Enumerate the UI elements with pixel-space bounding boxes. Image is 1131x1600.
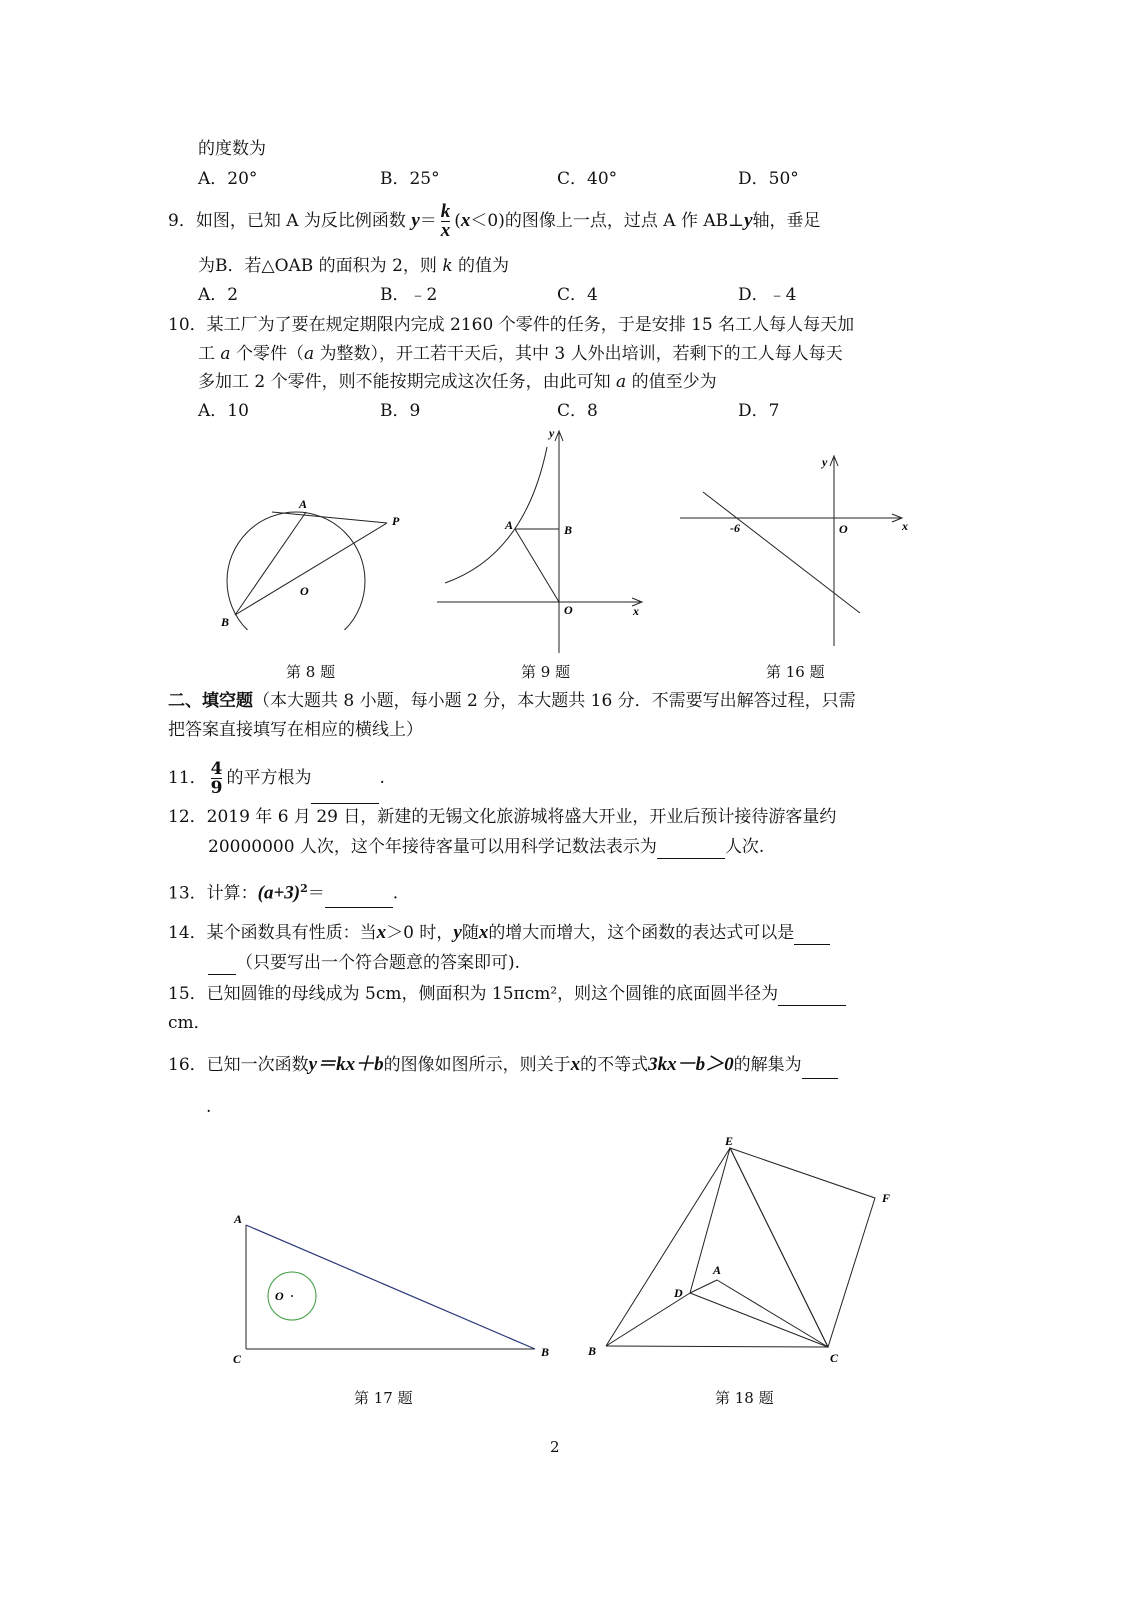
fig18-line-dc bbox=[690, 1293, 828, 1347]
fig8-label-b: B bbox=[221, 615, 230, 629]
q9-option-b: B．﹣2 bbox=[380, 285, 438, 305]
q10-line1: 10．某工厂为了要在规定期限内完成 2160 个零件的任务，于是安排 15 名工人每人每天加 bbox=[168, 315, 855, 335]
fig9-hyperbola bbox=[445, 447, 547, 583]
q14-x1: x bbox=[376, 922, 387, 943]
fig18-label-c: C bbox=[830, 1351, 839, 1365]
q8-option-c: C．40° bbox=[557, 169, 618, 189]
q9-eq: ＝ bbox=[419, 211, 437, 231]
q8-option-b: B．25° bbox=[380, 169, 440, 189]
q11-number: 11． bbox=[168, 768, 207, 788]
q15-line2: cm． bbox=[168, 1013, 211, 1033]
fig17-label-b: B bbox=[541, 1345, 550, 1359]
q16-mid: 的图像如图所示，则关于 bbox=[383, 1055, 571, 1075]
fig8-label-o: O bbox=[300, 584, 309, 598]
q9-cond-x: x bbox=[460, 210, 471, 231]
fig18-label-d: D bbox=[674, 1286, 683, 1300]
fig18-label-a: A bbox=[713, 1263, 722, 1277]
fig17-side-ab bbox=[246, 1225, 535, 1349]
fig18-line-bc bbox=[606, 1346, 828, 1347]
fig9-label-b: B bbox=[564, 523, 573, 537]
q16-mid2: 的不等式 bbox=[580, 1055, 649, 1075]
q16-x: x bbox=[570, 1054, 581, 1075]
section2-line1 bbox=[168, 690, 856, 712]
q9-k: k bbox=[442, 256, 453, 276]
fig18-caption: 第 18 题 bbox=[715, 1389, 774, 1407]
fig18-line-eb bbox=[606, 1148, 730, 1346]
q9-pre: 如图，已知 A 为反比例函数 bbox=[195, 211, 406, 231]
q9-post: 轴，垂足 bbox=[752, 211, 821, 231]
q9-number: 9． bbox=[168, 211, 196, 231]
fig9-caption: 第 9 题 bbox=[521, 663, 571, 681]
q10-line2-pre: 工 bbox=[198, 344, 215, 364]
q12-line1: 12．2019 年 6 月 29 日，新建的无锡文化旅游城将盛大开业，开业后预计接待游客量约 bbox=[168, 807, 837, 827]
q9-option-c: C．4 bbox=[557, 285, 598, 305]
q16-pre: 16．已知一次函数 bbox=[168, 1055, 309, 1075]
fig17-label-a: A bbox=[234, 1212, 243, 1226]
q11 bbox=[168, 753, 385, 804]
q10-a1: a bbox=[220, 344, 231, 364]
q16-line1 bbox=[168, 1052, 838, 1079]
fig9-line-ao bbox=[515, 529, 559, 602]
q11-answer-blank[interactable] bbox=[311, 753, 379, 804]
figure-16 bbox=[678, 450, 918, 650]
q15-line1 bbox=[168, 983, 846, 1006]
q9-cond-open: ( bbox=[454, 211, 461, 231]
fig18-line-ed bbox=[690, 1148, 730, 1293]
fig16-line bbox=[703, 492, 860, 613]
q10-line2 bbox=[198, 343, 843, 365]
q14-x2: x bbox=[478, 922, 489, 943]
q9-y: y bbox=[411, 210, 420, 231]
q14-line2-text: （只要写出一个符合题意的答案即可). bbox=[236, 953, 521, 973]
fig16-label-x: x bbox=[902, 519, 908, 533]
fig18-line-bd bbox=[606, 1293, 690, 1346]
q8-option-d: D．50° bbox=[738, 169, 799, 189]
q10-line3-post: 的值至少为 bbox=[631, 372, 717, 392]
q11-frac-den: 9 bbox=[210, 778, 223, 798]
q14-y: y bbox=[453, 922, 462, 943]
figure-18 bbox=[580, 1130, 910, 1375]
q9-fraction bbox=[441, 203, 451, 240]
q15-line1-text: 15．已知圆锥的母线成为 5cm，侧面积为 15πcm²，则这个圆锥的底面圆半径为 bbox=[168, 984, 779, 1004]
q13-eq: ＝ bbox=[307, 883, 325, 904]
figure-9 bbox=[435, 425, 650, 655]
q8-option-a: A．20° bbox=[198, 169, 258, 189]
fig8-label-p: P bbox=[392, 514, 400, 528]
q12-line2 bbox=[208, 836, 764, 859]
fig17-center-dot bbox=[291, 1295, 293, 1297]
q9-option-a: A．2 bbox=[198, 285, 239, 305]
q13-pre: 13．计算： bbox=[168, 883, 258, 904]
q14-mid2: 随 bbox=[461, 923, 479, 943]
fig9-label-y: y bbox=[549, 426, 555, 440]
q10-line3-pre: 多加工 2 个零件，则不能按期完成这次任务，由此可知 bbox=[198, 372, 611, 392]
fig18-label-b: B bbox=[588, 1344, 597, 1358]
q9-frac-num: k bbox=[440, 201, 451, 222]
fig8-tangent-ap bbox=[272, 512, 387, 523]
q9-option-d: D．﹣4 bbox=[738, 285, 797, 305]
q10-option-c: C．8 bbox=[557, 401, 598, 421]
fig8-label-a: A bbox=[299, 497, 308, 511]
fig17-caption: 第 17 题 bbox=[354, 1389, 413, 1407]
q12-line2-post: 人次. bbox=[724, 837, 765, 857]
q12-answer-blank[interactable] bbox=[657, 836, 725, 859]
fig18-label-f: F bbox=[882, 1191, 891, 1205]
fig9-label-a: A bbox=[505, 518, 514, 532]
fig9-label-x: x bbox=[633, 604, 639, 618]
q16-ineq: 3kx－b＞0 bbox=[648, 1054, 734, 1075]
q13-expr: (a+3) bbox=[257, 882, 301, 904]
fig16-label-neg6: -6 bbox=[730, 521, 740, 535]
q13-end: . bbox=[392, 883, 399, 904]
q8-tail: 的度数为 bbox=[198, 139, 266, 159]
q14-mid1: ＞0 时， bbox=[386, 923, 454, 943]
q10-a2: a bbox=[303, 344, 315, 364]
page-number: 2 bbox=[550, 1438, 560, 1456]
q13 bbox=[168, 876, 398, 908]
fig9-label-o: O bbox=[564, 603, 573, 617]
q12-line2-pre: 20000000 人次，这个年接待客量可以用科学记数法表示为 bbox=[208, 837, 657, 857]
q11-frac-num: 4 bbox=[210, 759, 223, 779]
fig18-line-da bbox=[690, 1280, 717, 1293]
fig8-caption: 第 8 题 bbox=[286, 663, 336, 681]
q10-option-b: B．9 bbox=[380, 401, 421, 421]
q9-cond-rest: ＜0)的图像上一点，过点 A 作 AB⊥ bbox=[470, 211, 745, 231]
fig16-label-y: y bbox=[822, 455, 828, 469]
section2-title: 二、填空题 bbox=[168, 691, 253, 711]
q9-line2-post: 的值为 bbox=[458, 256, 510, 276]
q13-sup: 2 bbox=[300, 882, 308, 895]
q10-option-d: D．7 bbox=[738, 401, 780, 421]
q10-line3 bbox=[198, 371, 717, 393]
q14-answer-blank-1[interactable] bbox=[794, 922, 830, 945]
figure-8 bbox=[215, 490, 410, 630]
q9-line2-pre: 为B．若△OAB 的面积为 2，则 bbox=[198, 256, 437, 276]
q16-answer-blank[interactable] bbox=[802, 1052, 838, 1079]
q14-pre: 14．某个函数具有性质：当 bbox=[168, 923, 377, 943]
fig17-label-c: C bbox=[233, 1352, 242, 1366]
q14-post: 的增大而增大，这个函数的表达式可以是 bbox=[488, 923, 795, 943]
q16-post: 的解集为 bbox=[733, 1055, 802, 1075]
fig17-label-o: O bbox=[275, 1289, 284, 1303]
q15-answer-blank[interactable] bbox=[778, 983, 846, 1006]
section2-desc1: （本大题共 8 小题，每小题 2 分，本大题共 16 分．不需要写出解答过程，只需 bbox=[253, 691, 856, 711]
q10-option-a: A．10 bbox=[198, 401, 249, 421]
fig16-label-o: O bbox=[839, 522, 848, 536]
q16-line2: . bbox=[206, 1097, 212, 1117]
fig8-line-ab bbox=[235, 512, 306, 615]
fig18-label-e: E bbox=[725, 1134, 734, 1148]
q10-line2-post: 为整数），开工若干天后，其中 3 人外出培训，若剩下的工人每人每天 bbox=[319, 344, 843, 364]
q9-frac-den: x bbox=[440, 220, 451, 241]
fig16-caption: 第 16 题 bbox=[766, 663, 825, 681]
fig8-circle bbox=[227, 512, 365, 630]
q11-text: 的平方根为 bbox=[226, 768, 312, 788]
q14-line2 bbox=[208, 952, 520, 975]
q10-line2-mid: 个零件（ bbox=[235, 344, 304, 364]
q14-answer-blank-2[interactable] bbox=[208, 952, 236, 975]
q11-fraction bbox=[211, 760, 223, 797]
q9-line2 bbox=[198, 255, 509, 277]
q10-a3: a bbox=[616, 372, 627, 392]
q16-func: y＝kx＋b bbox=[308, 1054, 384, 1075]
q11-end: . bbox=[379, 768, 385, 788]
q13-answer-blank[interactable] bbox=[325, 881, 393, 908]
section2-line2: 把答案直接填写在相应的横线上） bbox=[168, 720, 423, 740]
q9-axis-y: y bbox=[744, 210, 753, 231]
q14-line1 bbox=[168, 922, 830, 945]
figure-17 bbox=[225, 1205, 565, 1370]
q9-line1 bbox=[168, 198, 821, 244]
